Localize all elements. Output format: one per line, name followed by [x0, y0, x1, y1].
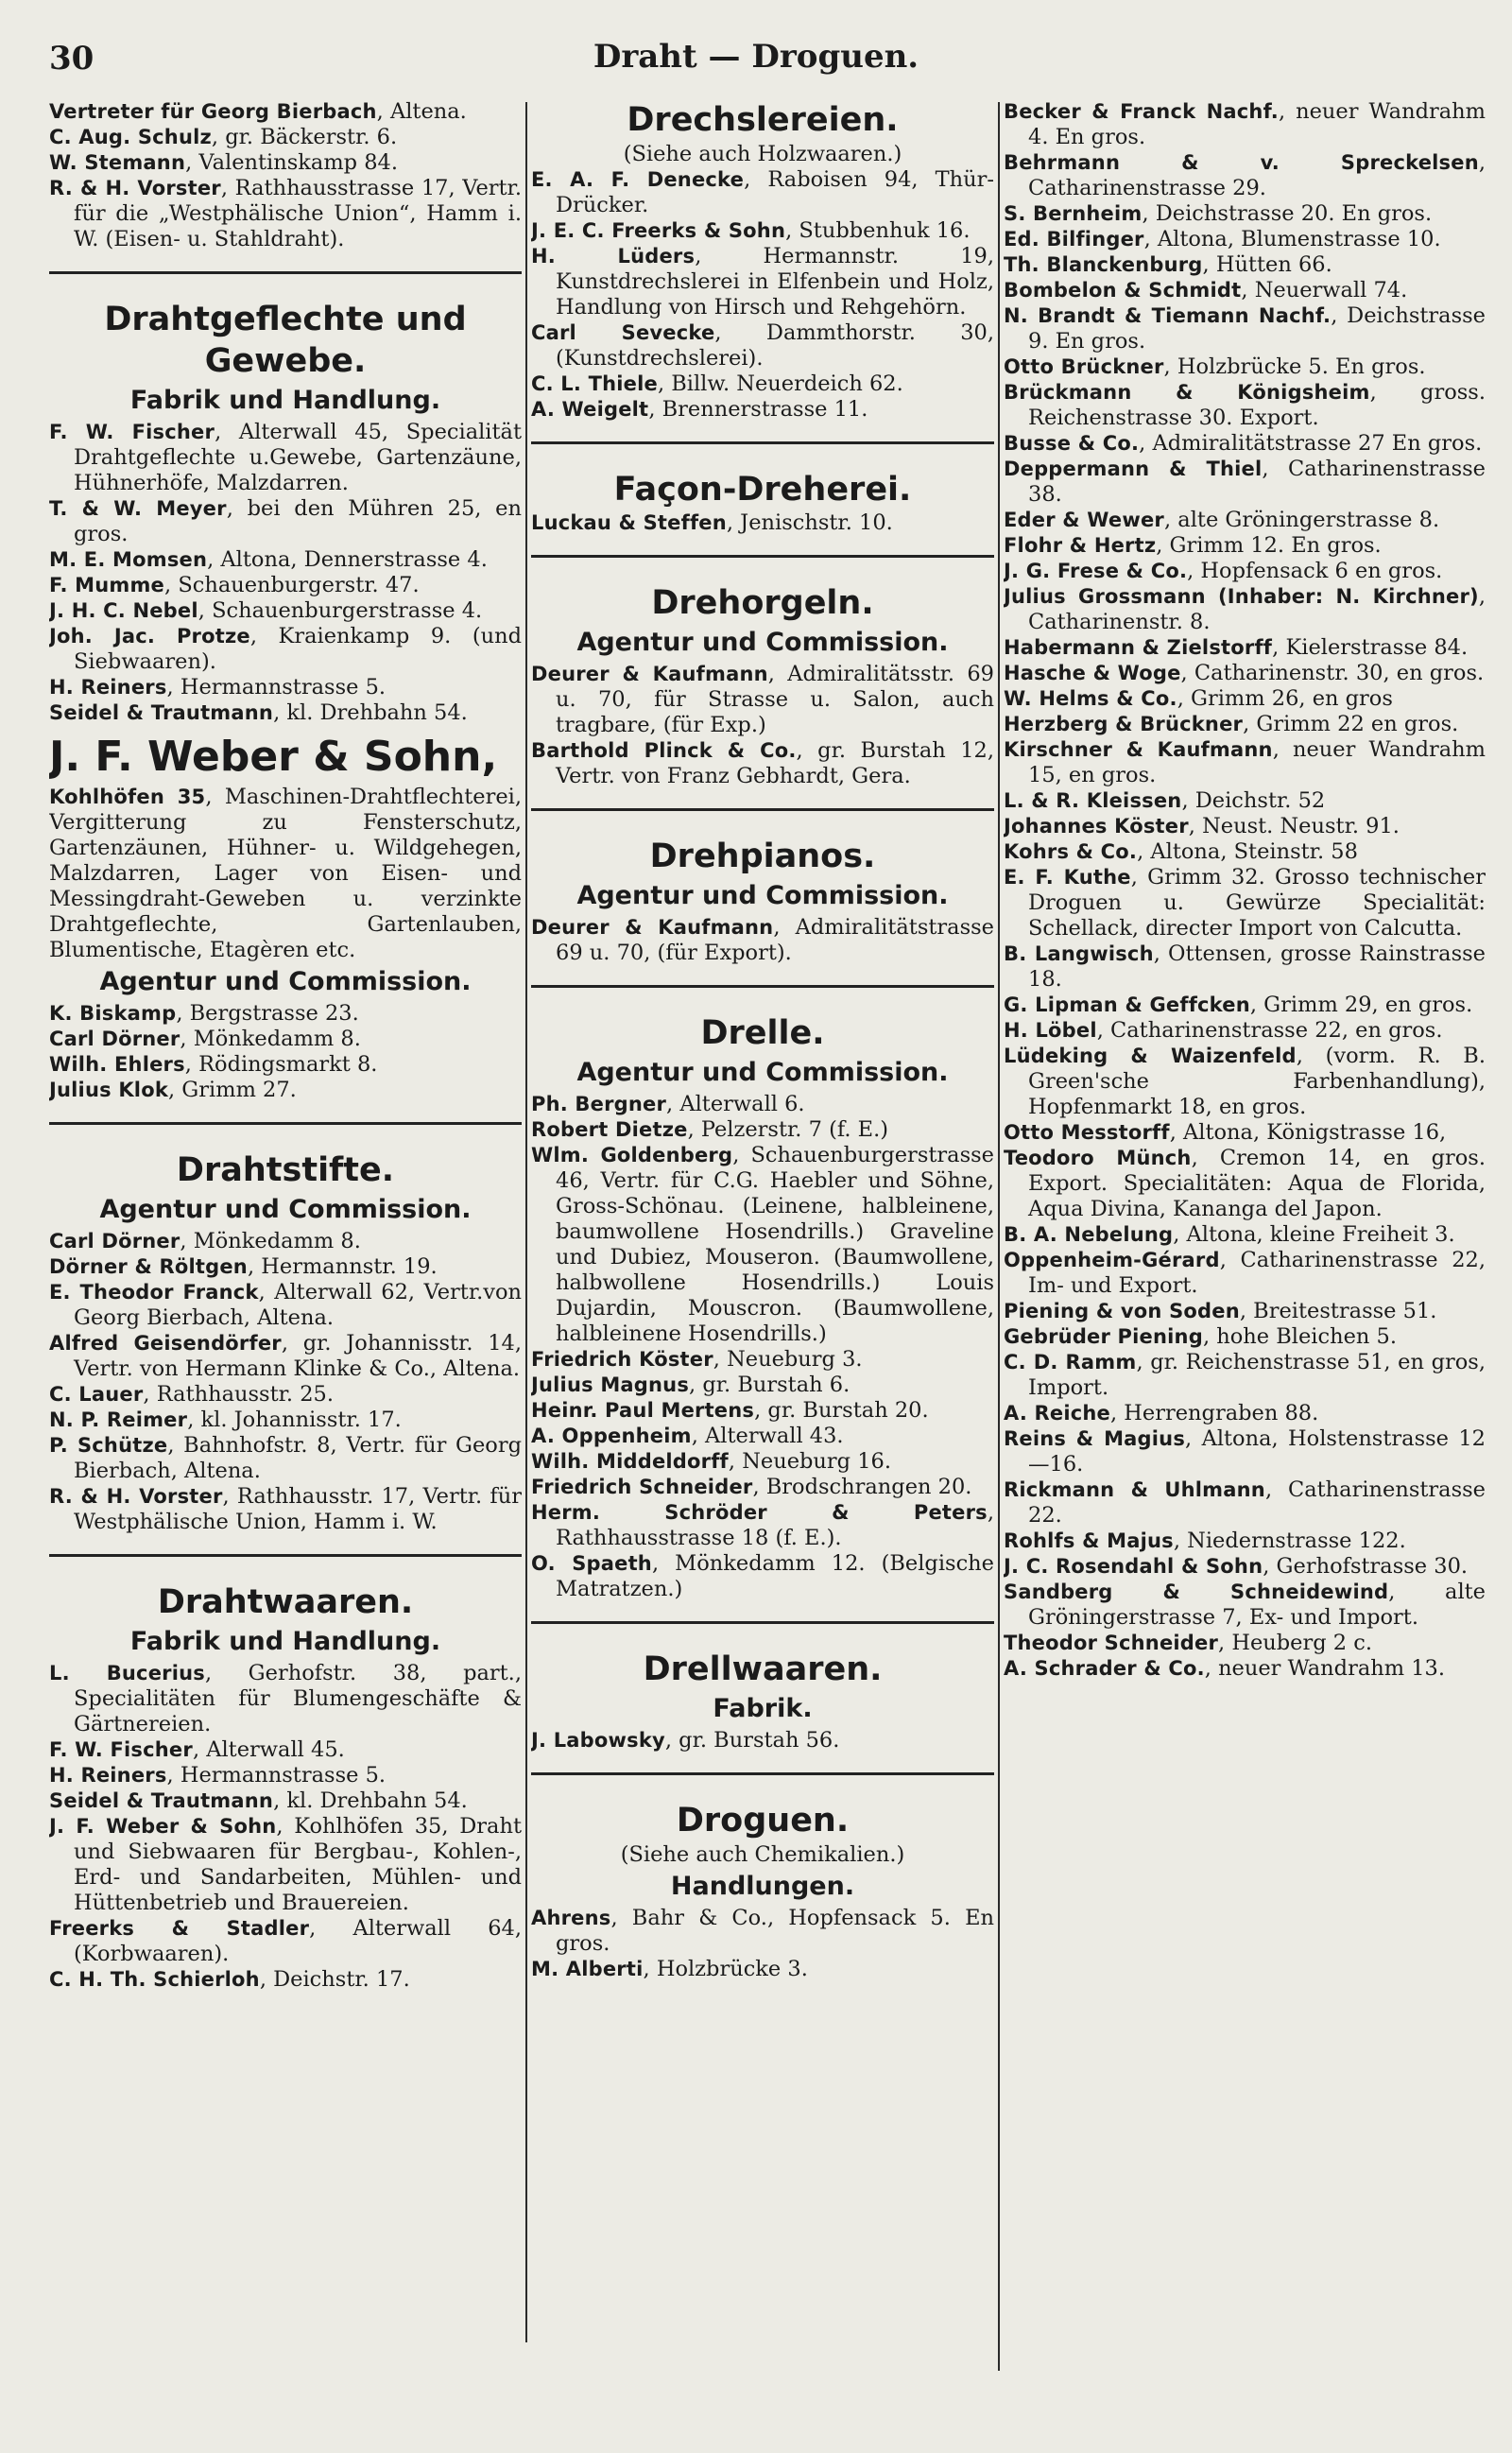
section-note: (Siehe auch Chemikalien.) [620, 1842, 905, 1867]
list-item: Ahrens, Bahr & Co., Hopfensack 5. En gros. [531, 1906, 994, 1956]
list-item: Ph. Bergner, Alterwall 6. [531, 1092, 805, 1116]
list-item: Herm. Schröder & Peters, Rathhausstrasse 18 (f. E.). [531, 1500, 994, 1550]
list-item: Reins & Magius, Altona, Holstenstrasse 12—16. [1004, 1426, 1486, 1477]
list-item: Hasche & Woge, Catharinenstr. 30, en gros. [1004, 661, 1485, 685]
column-rule-2 [998, 102, 1000, 2371]
list-item: K. Biskamp, Bergstrasse 23. [49, 1001, 359, 1026]
list-item: Kirschner & Kaufmann, neuer Wandrahm 15, en gros. [1004, 737, 1486, 787]
list-item: Luckau & Steffen, Jenischstr. 10. [531, 510, 893, 535]
list-item: Flohr & Hertz, Grimm 12. En gros. [1004, 533, 1382, 558]
list-item: Rohlfs & Majus, Niedernstrasse 122. [1004, 1529, 1406, 1553]
list-item: J. G. Frese & Co., Hopfensack 6 en gros. [1004, 559, 1443, 583]
running-title: Draht — Droguen. [593, 38, 919, 76]
list-item: Vertreter für Georg Bierbach, Altena. [49, 99, 467, 124]
list-item: M. Alberti, Holzbrücke 3. [531, 1957, 808, 1981]
section-subheading: Agentur und Commission. [99, 1195, 472, 1224]
section-divider [531, 441, 994, 444]
list-item: Wilh. Ehlers, Rödingsmarkt 8. [49, 1052, 378, 1077]
list-item: F. W. Fischer, Alterwall 45, Specialität Drahtgeflechte u.Gewebe, Gartenzäune, Hühnerhöfe, Malzdarren. [49, 420, 522, 495]
column-rule-1 [525, 102, 527, 2342]
list-item: Kohrs & Co., Altona, Steinstr. 58 [1004, 839, 1358, 864]
list-item: A. Weigelt, Brennerstrasse 11. [531, 397, 868, 422]
list-item: J. H. C. Nebel, Schauenburgerstrasse 4. [49, 598, 483, 623]
list-item: C. L. Thiele, Billw. Neuerdeich 62. [531, 371, 903, 396]
list-item: P. Schütze, Bahnhofstr. 8, Vertr. für Georg Bierbach, Altena. [49, 1433, 522, 1483]
list-item: J. C. Rosendahl & Sohn, Gerhofstrasse 30. [1004, 1554, 1469, 1579]
list-item: M. E. Momsen, Altona, Dennerstrasse 4. [49, 547, 488, 572]
list-item: W. Helms & Co., Grimm 26, en gros [1004, 686, 1393, 711]
list-item: E. A. F. Denecke, Raboisen 94, Thür-Drücker. [531, 167, 994, 217]
section-subheading: Agentur und Commission. [576, 881, 949, 910]
section-drellwaaren [531, 1649, 994, 1753]
list-item: W. Stemann, Valentinskamp 84. [49, 150, 399, 175]
list-item: L. Bucerius, Gerhofstr. 38, part., Specialitäten für Blumengeschäfte & Gärtnereien. [49, 1661, 522, 1736]
list-item: Behrmann & v. Spreckelsen, Catharinenstrasse 29. [1004, 150, 1486, 200]
section-divider [49, 1554, 522, 1557]
list-item: Piening & von Soden, Breitestrasse 51. [1004, 1299, 1437, 1323]
list-item: Otto Brückner, Holzbrücke 5. En gros. [1004, 354, 1426, 379]
section-divider [531, 985, 994, 988]
list-item: F. W. Fischer, Alterwall 45. [49, 1737, 345, 1762]
list-item: Bombelon & Schmidt, Neuerwall 74. [1004, 278, 1408, 302]
list-item: C. D. Ramm, gr. Reichenstrasse 51, en gros, Import. [1004, 1350, 1486, 1400]
list-item: Dörner & Röltgen, Hermannstr. 19. [49, 1254, 438, 1279]
list-item: O. Spaeth, Mönkedamm 12. (Belgische Matratzen.) [531, 1551, 994, 1601]
section-divider [531, 1772, 994, 1775]
list-item: Seidel & Trautmann, kl. Drehbahn 54. [49, 1788, 468, 1813]
section-drehorgeln [531, 582, 994, 789]
list-item: Carl Dörner, Mönkedamm 8. [49, 1027, 361, 1051]
list-item: T. & W. Meyer, bei den Mühren 25, en gros. [49, 496, 522, 546]
section-divider [531, 1621, 994, 1624]
list-item: A. Schrader & Co., neuer Wandrahm 13. [1004, 1656, 1446, 1681]
section-heading: Drechslereien. [627, 101, 899, 139]
list-item: Ed. Bilfinger, Altona, Blumenstrasse 10. [1004, 227, 1441, 251]
section-drahtgeflechte [49, 299, 522, 1103]
section-subheading: Agentur und Commission. [576, 1058, 949, 1087]
list-item: Joh. Jac. Protze, Kraienkamp 9. (und Siebwaaren). [49, 624, 522, 674]
list-item: Carl Dörner, Mönkedamm 8. [49, 1229, 361, 1253]
section-divider [531, 808, 994, 811]
list-item: C. H. Th. Schierloh, Deichstr. 17. [49, 1967, 410, 1992]
section-drehpianos [531, 836, 994, 966]
page-number: 30 [49, 40, 94, 78]
section-heading: Façon-Dreherei. [613, 471, 912, 509]
list-item: Becker & Franck Nachf., neuer Wandrahm 4. En gros. [1004, 99, 1486, 149]
list-item: Robert Dietze, Pelzerstr. 7 (f. E.) [531, 1117, 889, 1142]
section-heading: Drahtwaaren. [157, 1583, 414, 1621]
section-drechslereien [531, 99, 994, 423]
column-3 [1004, 99, 1486, 1682]
section-heading: Drehpianos. [649, 838, 876, 875]
section-divider [531, 555, 994, 558]
list-item: Otto Messtorff, Altona, Königstrasse 16, [1004, 1120, 1447, 1145]
list-item: Deurer & Kaufmann, Admiralitätstrasse 69 u. 70, (für Export). [531, 915, 994, 965]
list-item: Julius Grossmann (Inhaber: N. Kirchner), Catharinenstr. 8. [1004, 584, 1486, 634]
section-subheading: Handlungen. [670, 1872, 855, 1901]
list-item: Johannes Köster, Neust. Neustr. 91. [1004, 814, 1400, 838]
list-item: Barthold Plinck & Co., gr. Burstah 12, Vertr. von Franz Gebhardt, Gera. [531, 738, 994, 788]
list-item: A. Reiche, Herrengraben 88. [1004, 1401, 1319, 1425]
list-item: Wilh. Middeldorff, Neueburg 16. [531, 1449, 891, 1474]
section-droguen [531, 1800, 994, 1982]
list-item: Habermann & Zielstorff, Kielerstrasse 84. [1004, 635, 1469, 660]
list-item: G. Lipman & Geffcken, Grimm 29, en gros. [1004, 993, 1473, 1017]
section-heading: Drahtgeflechte und Gewebe. [104, 301, 467, 380]
section-subheading: Agentur und Commission. [576, 628, 949, 657]
list-item: Busse & Co., Admiralitätstrasse 27 En gros. [1004, 431, 1483, 456]
list-item: Rickmann & Uhlmann, Catharinenstrasse 22. [1004, 1477, 1486, 1528]
section-subheading: Fabrik und Handlung. [129, 1627, 441, 1656]
column-1 [49, 99, 522, 1993]
section-heading: Drelle. [700, 1014, 825, 1052]
list-item: Friedrich Schneider, Brodschrangen 20. [531, 1475, 972, 1499]
column-2 [531, 99, 994, 1982]
list-item: Alfred Geisendörfer, gr. Johannisstr. 14, Vertr. von Hermann Klinke & Co., Altena. [49, 1331, 522, 1381]
section-heading: Drehorgeln. [651, 584, 874, 622]
list-item: J. F. Weber & Sohn, Kohlhöfen 35, Draht und Siebwaaren für Bergbau-, Kohlen-, Erd- und Sandarbeiten, Mühlen- und Hüttenbetrieb und Brauereien. [49, 1814, 522, 1915]
section-divider [49, 1122, 522, 1125]
section-drelle [531, 1012, 994, 1602]
list-item: Oppenheim-Gérard, Catharinenstrasse 22, Im- und Export. [1004, 1248, 1486, 1298]
list-item: Eder & Wewer, alte Gröningerstrasse 8. [1004, 508, 1440, 532]
list-item: Wlm. Goldenberg, Schauenburgerstrasse 46, Vertr. für C.G. Haebler und Söhne, Gross-Schönau. (Leinene, halbleinene, baumwollene Hosendrills.) Graveline und Dubiez, Mouseron. (Baumwollene, halbwollene Hosendrills.) Louis Dujardin, Mouscron. (Baumwollene, halbleinene Hosendrills.) [531, 1143, 994, 1346]
list-item: C. Lauer, Rathhausstr. 25. [49, 1382, 335, 1407]
list-item: Lüdeking & Waizenfeld, (vorm. R. B. Green'sche Farbenhandlung), Hopfenmarkt 18, en gros. [1004, 1044, 1486, 1119]
section-heading: Drellwaaren. [643, 1650, 883, 1688]
list-item: F. Mumme, Schauenburgerstr. 47. [49, 573, 420, 597]
list-item: B. A. Nebelung, Altona, kleine Freiheit 3. [1004, 1222, 1455, 1247]
section-drahtstifte [49, 1149, 522, 1535]
list-item: J. E. C. Freerks & Sohn, Stubbenhuk 16. [531, 218, 971, 243]
section-facon-dreherei [531, 469, 994, 536]
list-item: Carl Sevecke, Dammthorstr. 30, (Kunstdrechslerei). [531, 320, 994, 371]
section-subheading: Agentur und Commission. [99, 967, 472, 996]
list-item: Theodor Schneider, Heuberg 2 c. [1004, 1631, 1373, 1655]
section-heading: Drahtstifte. [176, 1151, 395, 1189]
list-item: H. Reiners, Hermannstrasse 5. [49, 675, 387, 700]
list-item: S. Bernheim, Deichstrasse 20. En gros. [1004, 201, 1433, 226]
list-item: Herzberg & Brückner, Grimm 22 en gros. [1004, 712, 1459, 736]
list-item: A. Oppenheim, Alterwall 43. [531, 1424, 844, 1448]
list-item: C. Aug. Schulz, gr. Bäckerstr. 6. [49, 125, 398, 149]
featured-firm-text: Kohlhöfen 35, Maschinen-Drahtflechterei, Vergitterung zu Fensterschutz, Gartenzäunen, Hühner- u. Wildgehegen, Malzdarren, Lager von Eisen- und Messingdraht-Geweben u. verzinkte Drahtgeflechte, Gartenlauben, Blumentische, Etagèren etc. [49, 785, 522, 962]
list-item: E. F. Kuthe, Grimm 32. Grosso technischer Droguen u. Gewürze Specialität: Schellack, directer Import von Calcutta. [1004, 865, 1486, 941]
list-item: Deppermann & Thiel, Catharinenstrasse 38. [1004, 457, 1486, 507]
list-item: H. Löbel, Catharinenstrasse 22, en gros. [1004, 1018, 1443, 1043]
section-subheading: Fabrik. [713, 1694, 813, 1723]
section-divider [49, 271, 522, 274]
list-item: L. & R. Kleissen, Deichstr. 52 [1004, 788, 1326, 813]
list-item: Friedrich Köster, Neueburg 3. [531, 1347, 863, 1372]
featured-firm-name: J. F. Weber & Sohn, [49, 733, 498, 781]
list-item: Gebrüder Piening, hohe Bleichen 5. [1004, 1324, 1397, 1349]
list-item: Heinr. Paul Mertens, gr. Burstah 20. [531, 1398, 929, 1423]
list-item: Julius Magnus, gr. Burstah 6. [531, 1373, 850, 1397]
list-item: E. Theodor Franck, Alterwall 62, Vertr.von Georg Bierbach, Altena. [49, 1280, 522, 1330]
list-item: J. Labowsky, gr. Burstah 56. [531, 1728, 840, 1753]
list-item: N. P. Reimer, kl. Johannisstr. 17. [49, 1408, 402, 1432]
list-item: Julius Klok, Grimm 27. [49, 1078, 297, 1102]
section-subheading: Fabrik und Handlung. [129, 386, 441, 415]
list-item: Sandberg & Schneidewind, alte Gröningerstrasse 7, Ex- und Import. [1004, 1580, 1486, 1630]
list-item: H. Lüders, Hermannstr. 19, Kunstdrechslerei in Elfenbein und Holz, Handlung von Hirsch und Rehgehörn. [531, 244, 994, 320]
list-item: Th. Blanckenburg, Hütten 66. [1004, 252, 1332, 277]
list-item: H. Reiners, Hermannstrasse 5. [49, 1763, 387, 1788]
list-item: B. Langwisch, Ottensen, grosse Rainstrasse 18. [1004, 941, 1486, 992]
list-item: R. & H. Vorster, Rathhausstr. 17, Vertr. für Westphälische Union, Hamm i. W. [49, 1484, 522, 1534]
list-item: Brückmann & Königsheim, gross. Reichenstrasse 30. Export. [1004, 380, 1486, 430]
list-item: N. Brandt & Tiemann Nachf., Deichstrasse 9. En gros. [1004, 303, 1486, 354]
list-item: Deurer & Kaufmann, Admiralitätsstr. 69 u. 70, für Strasse u. Salon, auch tragbare, (für Exp.) [531, 662, 994, 737]
list-item: Teodoro Münch, Cremon 14, en gros. Export. Specialitäten: Aqua de Florida, Aqua Divina, Kananga del Japon. [1004, 1146, 1486, 1221]
section-drahtwaaren [49, 1581, 522, 1993]
list-item: R. & H. Vorster, Rathhausstrasse 17, Vertr. für die „Westphälische Union“, Hamm i. W. (Eisen- u. Stahldraht). [49, 176, 522, 251]
list-item: Freerks & Stadler, Alterwall 64, (Korbwaaren). [49, 1916, 522, 1966]
section-note: (Siehe auch Holzwaaren.) [623, 142, 902, 166]
list-item: Seidel & Trautmann, kl. Drehbahn 54. [49, 700, 468, 725]
section-heading: Droguen. [676, 1802, 850, 1840]
